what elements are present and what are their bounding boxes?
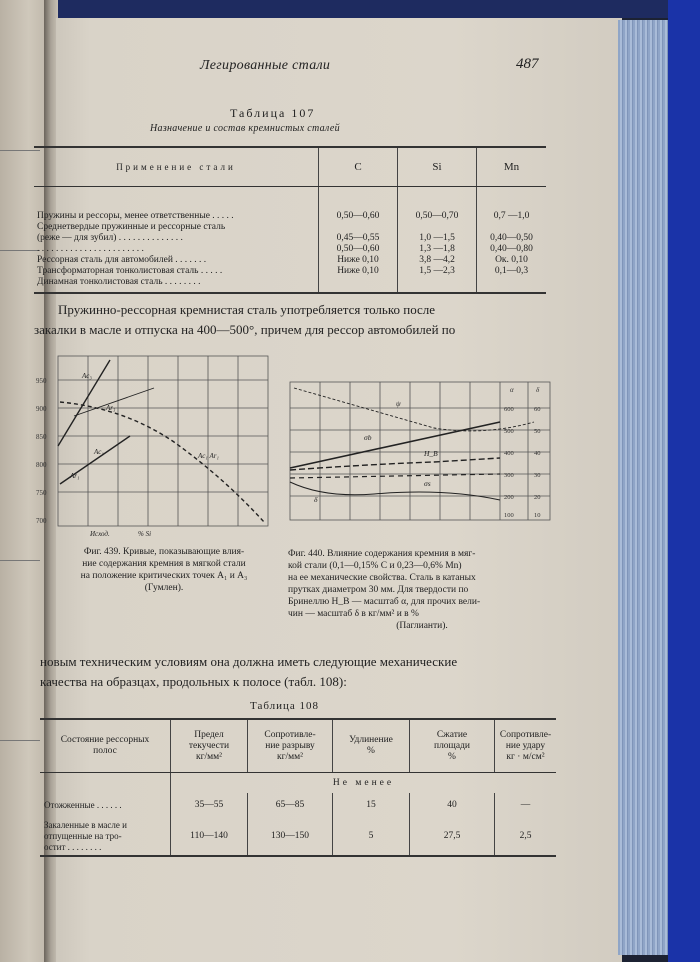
- table-row: [34, 266, 546, 277]
- svg-text:30: 30: [534, 472, 541, 479]
- cell-si: 3,8 —4,2: [398, 255, 477, 266]
- cell-reduction: 40: [410, 793, 495, 817]
- col-header-c: C: [319, 147, 398, 187]
- svg-text:100: 100: [504, 512, 514, 519]
- cell-application: . . . . . . . . . . . . . . . . . . . . . . .: [37, 244, 144, 254]
- table-row: [34, 255, 546, 266]
- paragraph-1-line-2: закалки в масле и отпуска на 400—500°, причем для рессор автомобилей по: [34, 322, 456, 337]
- figure-440: [284, 378, 556, 534]
- y-tick: 950: [36, 377, 47, 385]
- cell-yield: 110—140: [171, 817, 248, 856]
- x-axis-label: % Si: [138, 530, 152, 538]
- col-header-application: Применение стали: [34, 147, 319, 187]
- scale-header: δ: [536, 386, 540, 394]
- not-less-label: Не менее: [171, 773, 557, 794]
- cell-c: [319, 222, 398, 233]
- book-cover: [668, 0, 700, 962]
- cell-mn: Ок. 0,10: [477, 255, 547, 266]
- svg-text:10: 10: [534, 512, 541, 519]
- page-number: 487: [516, 56, 539, 72]
- col-header-mn: Mn: [477, 147, 547, 187]
- running-title: Легированные стали: [200, 58, 331, 73]
- cell-c: Ниже 0,10: [319, 266, 398, 277]
- cell-mn: 0,7 —1,0: [477, 187, 547, 223]
- cell-application: Пружины и рессоры, менее ответственные . . . . .: [37, 211, 234, 221]
- svg-text:300: 300: [504, 472, 514, 479]
- cell-mn: 0,40—0,80: [477, 244, 547, 255]
- table-107-subcaption: Назначение и состав кремнистых сталей: [150, 123, 340, 134]
- cell-reduction: 27,5: [410, 817, 495, 856]
- cell-application: (реже — для зубил) . . . . . . . . . . . . . .: [37, 233, 183, 243]
- table-row: [34, 233, 546, 244]
- figure-439-caption: Фиг. 439. Кривые, показывающие влия- ние содержания кремния в мягкой стали на положение критических точек A₁ и A₃ (Гумлен).: [80, 547, 248, 593]
- cell-mn: [477, 222, 547, 233]
- cell-c: 0,45—0,55: [319, 233, 398, 244]
- cell-impact: 2,5: [495, 817, 557, 856]
- curve-label: Ar₃: [106, 404, 116, 412]
- table-row: [40, 773, 556, 794]
- cell-mn: 0,40—0,50: [477, 233, 547, 244]
- cell-si: 1,5 —2,3: [398, 266, 477, 277]
- cell-application: Динамная тонколистовая сталь . . . . . . . .: [34, 277, 319, 293]
- cell-si: 1,0 —1,5: [398, 233, 477, 244]
- col-header-yield: Предел текучести кг/мм²: [171, 719, 248, 773]
- table-row: [34, 244, 546, 255]
- svg-text:40: 40: [534, 450, 541, 457]
- svg-text:400: 400: [504, 450, 514, 457]
- cell-tensile: 65—85: [248, 793, 333, 817]
- table-row: [34, 187, 546, 223]
- cell-application: Среднетвердые пружинные и рессорные сталь: [37, 222, 226, 232]
- svg-text:ψ: ψ: [396, 399, 401, 408]
- curve-hb: [290, 458, 500, 470]
- cell-c: [319, 277, 398, 293]
- cell-si: 0,50—0,70: [398, 187, 477, 223]
- curve-delta: [290, 482, 500, 500]
- table-row: [40, 817, 556, 856]
- col-header-state: Состояние рессорных полос: [40, 719, 171, 773]
- y-tick: 700: [36, 517, 47, 525]
- col-header-elongation: Удлинение %: [333, 719, 410, 773]
- y-tick: 850: [36, 433, 47, 441]
- cell-elongation: 5: [333, 817, 410, 856]
- table-header-row: [34, 147, 546, 187]
- curve-label: Ar₁: [70, 472, 80, 480]
- curve-sigma-b: [290, 422, 500, 468]
- cell-si: [398, 277, 477, 293]
- y-tick: 900: [36, 405, 47, 413]
- cell-state: Закаленные в масле и отпущенные на тро- остит . . . . . . . .: [40, 817, 171, 856]
- table-header-row: [40, 719, 556, 773]
- curve-ac3: [60, 402, 264, 522]
- svg-text:600: 600: [504, 406, 514, 413]
- table-108: [40, 718, 556, 857]
- cell-tensile: 130—150: [248, 817, 333, 856]
- y-tick: 750: [36, 489, 47, 497]
- col-header-impact: Сопротивле- ние удару кг · м/см²: [495, 719, 557, 773]
- curve-psi: [294, 388, 534, 431]
- cell-c: 0,50—0,60: [319, 187, 398, 223]
- cell-yield: 35—55: [171, 793, 248, 817]
- table-row: [40, 793, 556, 817]
- svg-text:σb: σb: [364, 433, 372, 442]
- svg-text:60: 60: [534, 406, 541, 413]
- svg-text:δ: δ: [314, 495, 318, 504]
- cell-elongation: 15: [333, 793, 410, 817]
- page-stack-edge: [618, 20, 670, 955]
- cell-c: Ниже 0,10: [319, 255, 398, 266]
- cell-impact: —: [495, 793, 557, 817]
- cell-application: Рессорная сталь для автомобилей . . . . . . .: [37, 255, 207, 265]
- svg-text:20: 20: [534, 494, 541, 501]
- y-tick: 800: [36, 461, 47, 469]
- curve-label: Ac₁ Ar₁: [198, 452, 219, 460]
- table-107: [34, 146, 546, 294]
- cell-si: [398, 222, 477, 233]
- table-107-caption: Таблица 107: [230, 106, 316, 120]
- book-top-edge: [30, 0, 670, 18]
- svg-text:σs: σs: [424, 479, 431, 488]
- col-header-si: Si: [398, 147, 477, 187]
- cell-mn: 0,1—0,3: [477, 266, 547, 277]
- curve-label: Ac₁: [94, 448, 104, 456]
- cell-state: Отожженные . . . . . .: [44, 799, 122, 810]
- paragraph-1-line-1: Пружинно-рессорная кремнистая сталь употребляется только после: [58, 302, 436, 317]
- cell-c: 0,50—0,60: [319, 244, 398, 255]
- curve-sigma-s: [290, 474, 500, 478]
- svg-text:200: 200: [504, 494, 514, 501]
- cell-si: 1,3 —1,8: [398, 244, 477, 255]
- paragraph-2-line-2: качества на образцах, продольных к полосе (табл. 108):: [40, 674, 347, 689]
- table-108-caption: Таблица 108: [250, 700, 320, 712]
- paragraph-2-line-1: новым техническим условиям она должна иметь следующие механические: [40, 654, 458, 669]
- cell-application: Трансформаторная тонколистовая сталь . . . . .: [37, 266, 223, 276]
- table-row: [34, 277, 546, 293]
- col-header-tensile: Сопротивле- ние разрыву кг/мм²: [248, 719, 333, 773]
- cell-mn: [477, 277, 547, 293]
- svg-text:50: 50: [534, 428, 541, 435]
- svg-text:500: 500: [504, 428, 514, 435]
- scale-header: α: [510, 386, 514, 394]
- x-note: Исход.: [90, 530, 110, 538]
- table-row: [34, 222, 546, 233]
- svg-text:H_B: H_B: [424, 449, 438, 458]
- col-header-reduction: Сжатие площади %: [410, 719, 495, 773]
- figure-439: [34, 350, 274, 540]
- figure-440-caption: Фиг. 440. Влияние содержания кремния в мяг- кой стали (0,1—0,15% C и 0,23—0,6% Mn) на ее механические свойства. Сталь в катаных прутках диаметром 30 мм. Для твердости по Бринеллю H_B — масштаб α, для прочих вели- чин — масштаб δ в кг/мм² и в % (Паглианти).: [288, 549, 481, 631]
- curve-label: Ac₃: [82, 372, 92, 380]
